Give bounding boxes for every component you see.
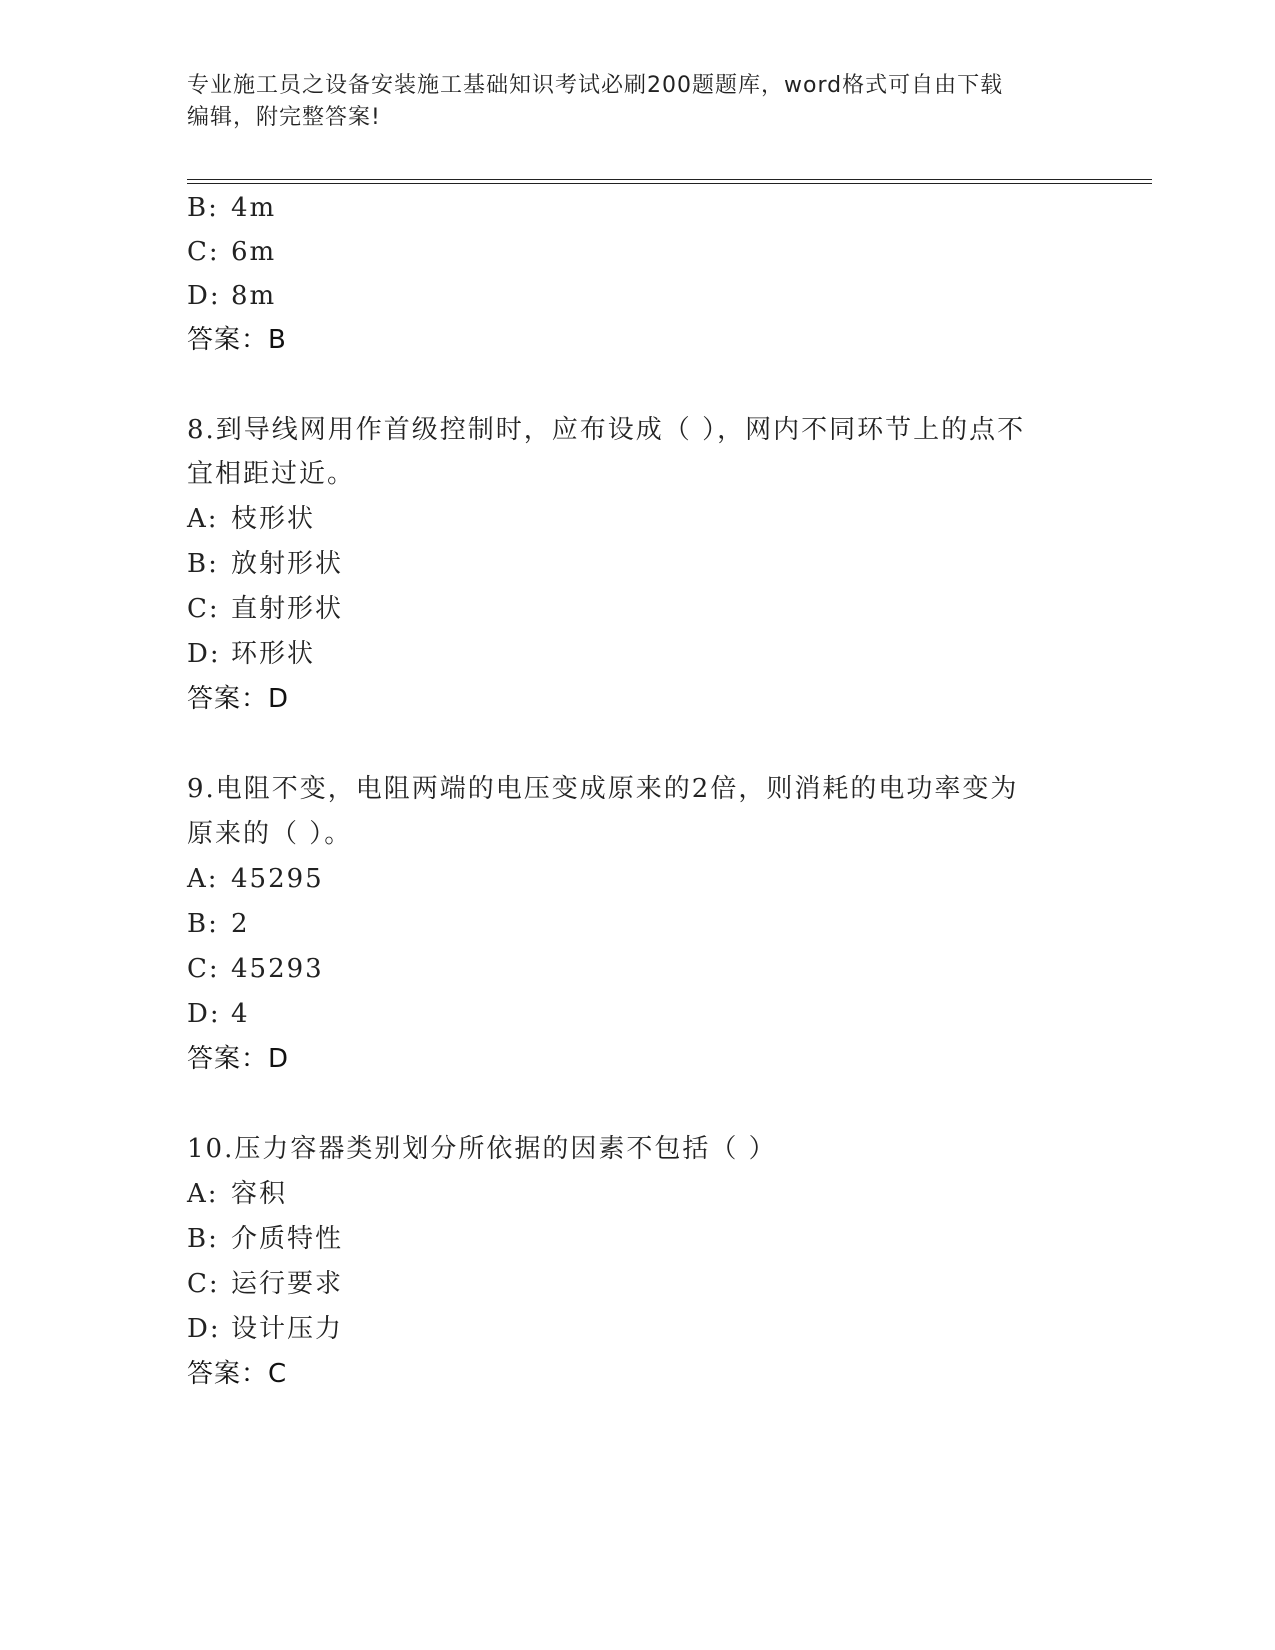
document-header [187, 70, 1067, 134]
option-row [187, 953, 324, 985]
option-row [187, 593, 343, 625]
option-label: A: [187, 1179, 219, 1209]
option-text: 容积 [231, 1179, 288, 1209]
question-stem: 8.到导线网用作首级控制时，应布设成（ ），网内不同环节上的点不 [187, 415, 1026, 445]
option-row [187, 1268, 343, 1300]
option-text: 8m [231, 281, 277, 311]
option-label: C: [187, 237, 220, 267]
option-row [187, 998, 250, 1030]
option-text: 直射形状 [231, 594, 344, 624]
option-text: 设计压力 [231, 1314, 344, 1344]
option-label: B: [187, 909, 219, 939]
option-label: A: [187, 864, 219, 894]
option-row [187, 638, 315, 670]
option-text: 枝形状 [231, 504, 316, 534]
option-row [187, 863, 324, 895]
header-title-line-1: 专业施工员之设备安装施工基础知识考试必刷200题题库，word格式可自由下载 [187, 73, 1004, 98]
option-label: B: [187, 1224, 219, 1254]
option-text: 4 [231, 999, 250, 1029]
option-text: 6m [231, 237, 277, 267]
answer-line: 答案：D [187, 1044, 290, 1074]
option-label: D: [187, 281, 221, 311]
question-stem: 9.电阻不变，电阻两端的电压变成原来的2倍，则消耗的电功率变为 [187, 774, 1019, 804]
question-stem: 10.压力容器类别划分所依据的因素不包括（ ） [187, 1134, 777, 1164]
option-text: 介质特性 [231, 1224, 344, 1254]
option-label: A: [187, 504, 219, 534]
option-text: 运行要求 [231, 1269, 344, 1299]
header-title-line-2: 编辑，附完整答案! [187, 105, 381, 130]
option-label: C: [187, 954, 220, 984]
answer-line: 答案：B [187, 325, 287, 355]
option-text: 4m [231, 193, 277, 223]
answer-line: 答案：D [187, 684, 290, 714]
answer-line: 答案：C [187, 1359, 288, 1389]
option-text: 2 [231, 909, 250, 939]
option-text: 45295 [231, 864, 324, 894]
option-text: 环形状 [231, 639, 316, 669]
option-label: D: [187, 1314, 221, 1344]
option-row [187, 236, 276, 268]
option-label: D: [187, 639, 221, 669]
header-rule-bottom [187, 183, 1152, 184]
option-row [187, 1178, 287, 1210]
option-row [187, 192, 276, 224]
option-label: C: [187, 1269, 220, 1299]
option-row [187, 1223, 343, 1255]
option-row [187, 1313, 343, 1345]
option-row [187, 908, 250, 940]
option-label: D: [187, 999, 221, 1029]
question-stem-continued: 宜相距过近。 [187, 459, 356, 489]
option-row [187, 548, 343, 580]
header-rule-top [187, 179, 1152, 180]
option-text: 45293 [231, 954, 324, 984]
question-stem-continued: 原来的（ ）。 [187, 819, 353, 849]
option-label: B: [187, 193, 219, 223]
option-row [187, 503, 315, 535]
option-text: 放射形状 [231, 549, 344, 579]
option-row [187, 280, 276, 312]
option-label: B: [187, 549, 219, 579]
option-label: C: [187, 594, 220, 624]
